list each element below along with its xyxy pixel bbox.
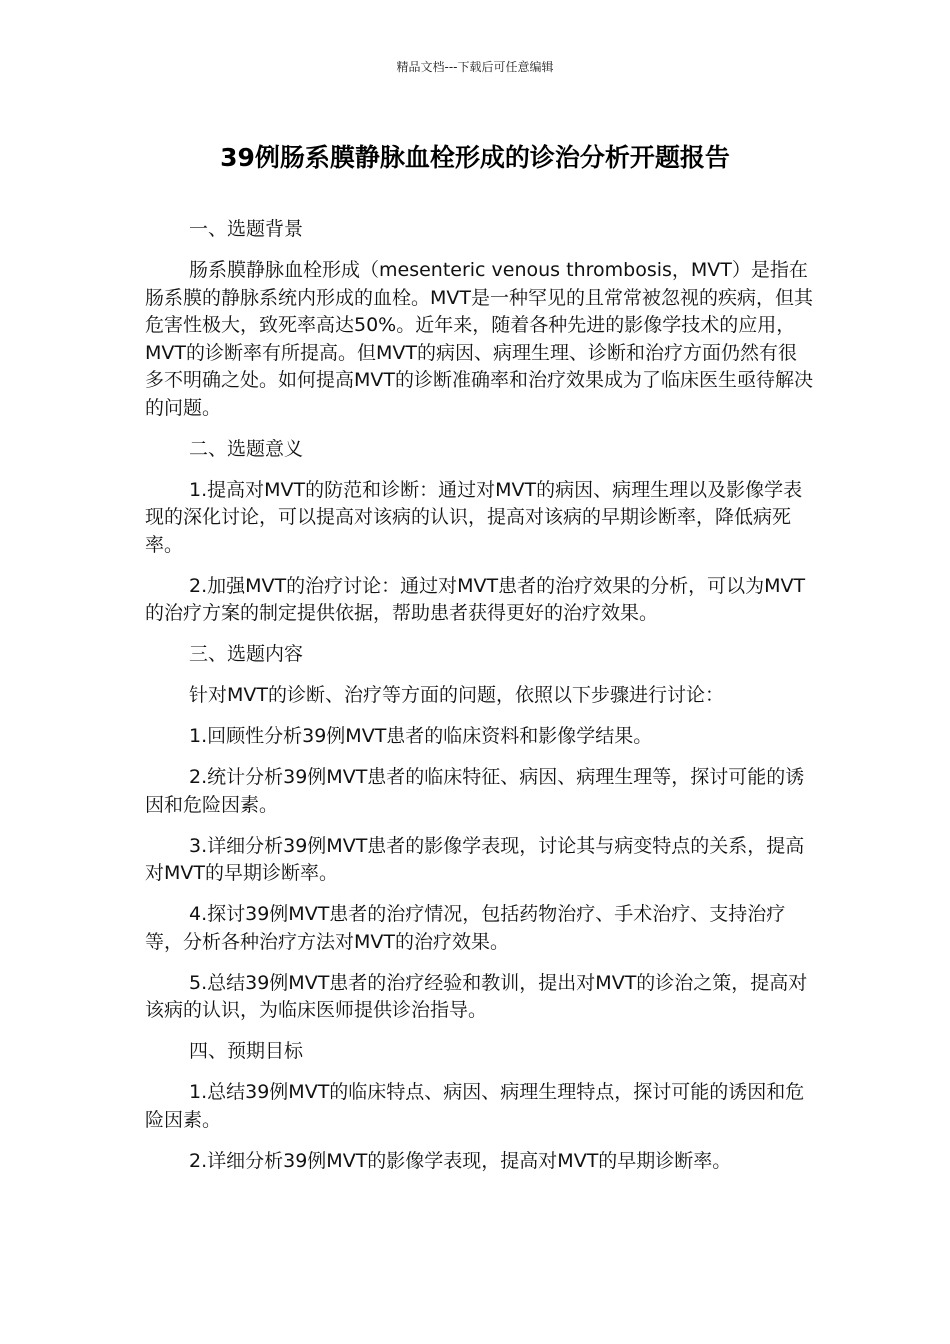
paragraph-significance-2: 2.加强MVT的治疗讨论：通过对MVT患者的治疗效果的分析，可以为MVT的治疗方案的制定提供依据，帮助患者获得更好的治疗效果。 <box>145 574 806 624</box>
section-heading-significance: 二、选题意义 <box>189 437 304 460</box>
paragraph-content-3: 3.详细分析39例MVT患者的影像学表现，讨论其与病变特点的关系，提高对MVT的早期诊断率。 <box>145 834 805 884</box>
paragraph-content-intro: 针对MVT的诊断、治疗等方面的问题，依照以下步骤进行讨论： <box>189 684 724 706</box>
paragraph-content-4: 4.探讨39例MVT患者的治疗情况，包括药物治疗、手术治疗、支持治疗等，分析各种治疗方法对MVT的治疗效果。 <box>145 903 786 953</box>
paragraph-significance-1: 1.提高对MVT的防范和诊断：通过对MVT的病因、病理生理以及影像学表现的深化讨论，可以提高对该病的认识，提高对该病的早期诊断率，降低病死率。 <box>145 478 803 556</box>
paragraph-content-2: 2.统计分析39例MVT患者的临床特征、病因、病理生理等，探讨可能的诱因和危险因素。 <box>145 766 805 816</box>
paragraph-goal-1: 1.总结39例MVT的临床特点、病因、病理生理特点，探讨可能的诱因和危险因素。 <box>145 1081 805 1131</box>
paragraph-goal-2: 2.详细分析39例MVT的影像学表现，提高对MVT的早期诊断率。 <box>189 1149 732 1172</box>
paragraph-background: 肠系膜静脉血栓形成（mesenteric venous thrombosis，MVT）是指在肠系膜的静脉系统内形成的血栓。MVT是一种罕见的且常常被忽视的疾病，但其危害性极大，致死率高达50%。近年来，随着各种先进的影像学技术的应用，MVT的诊断率有所提高。但MVT的病因、病理生理、诊断和治疗方面仍然有很多不明确之处。如何提高MVT的诊断准确率和治疗效果成为了临床医生亟待解决的问题。 <box>145 259 813 419</box>
document-body <box>145 216 813 1189</box>
document-title: 39例肠系膜静脉血栓形成的诊治分析开题报告 <box>220 143 730 172</box>
paragraph-content-1: 1.回顾性分析39例MVT患者的临床资料和影像学结果。 <box>189 725 653 747</box>
section-heading-goals: 四、预期目标 <box>189 1040 304 1062</box>
section-heading-content: 三、选题内容 <box>189 643 304 665</box>
paragraph-content-5: 5.总结39例MVT患者的治疗经验和教训，提出对MVT的诊治之策，提高对该病的认识，为临床医师提供诊治指导。 <box>145 971 808 1021</box>
section-heading-background: 一、选题背景 <box>189 218 304 240</box>
page-header: 精品文档---下载后可任意编辑 <box>396 60 554 74</box>
